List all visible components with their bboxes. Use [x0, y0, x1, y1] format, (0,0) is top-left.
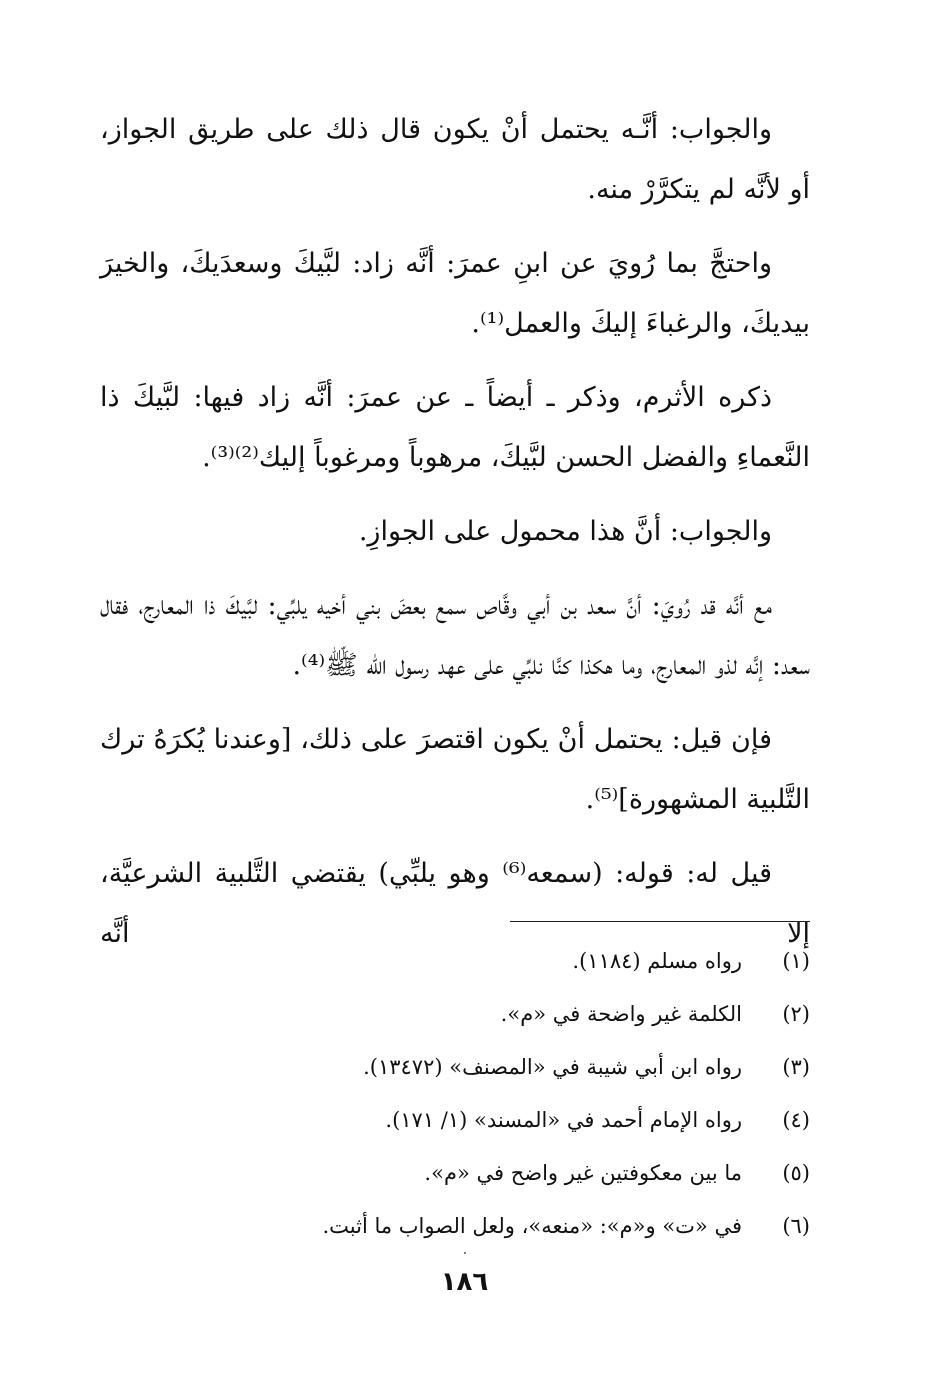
footnote-text: رواه الإمام أحمد في «المسند» (١/ ١٧١). [385, 1108, 742, 1132]
paragraph-2: واحتجَّ بما رُويَ عن ابنِ عمرَ: أنَّه زاد: لبَّيكَ وسعدَيكَ، والخيرَ بيديكَ، والرغباءَ إليكَ والعمل⁽¹⁾. [100, 248, 810, 339]
footnote-5 [100, 1147, 810, 1200]
footnote-4 [100, 1094, 810, 1147]
footnote-text: رواه مسلم (١١٨٤). [572, 949, 742, 973]
footnote-number: (٦) [782, 1214, 810, 1238]
paragraph-3: ذكره الأثرم، وذكر ـ أيضاً ـ عن عمرَ: أنَّه زاد فيها: لبَّيكَ ذا النَّعماءِ والفضل الحسن لبَّيكَ، مرهوباً ومرغوباً إليك⁽²⁾⁽³⁾. [100, 382, 810, 473]
footnote-6 [100, 1200, 810, 1253]
footnote-text: الكلمة غير واضحة في «م». [500, 1002, 742, 1026]
footnote-number: (٣) [782, 1055, 810, 1079]
footnote-number: (٢) [782, 1002, 810, 1026]
footnote-text: في «ت» و«م»: «منعه»، ولعل الصواب ما أثبت. [322, 1214, 742, 1238]
paragraph-1: والجواب: أنَّـه يحتمل أنْ يكون قال ذلك على طريق الجواز، أو لأنَّه لم يتكرَّرْ منه. [100, 114, 810, 205]
footnote-separator [510, 921, 810, 922]
footnote-text: رواه ابن أبي شيبة في «المصنف» (١٣٤٧٢). [363, 1055, 742, 1079]
footnote-1 [100, 935, 810, 988]
footnote-number: (٥) [782, 1161, 810, 1185]
paragraph-4: والجواب: أنَّ هذا محمول على الجوازِ. [358, 516, 772, 547]
footnotes [100, 935, 810, 1253]
footnote-number: (٤) [782, 1108, 810, 1132]
paragraph-6: فإن قيل: يحتمل أنْ يكون اقتصرَ على ذلك، [وعندنا يُكرَهُ ترك التَّلبية المشهورة]⁽⁵⁾. [100, 724, 810, 815]
scan-speck [464, 1252, 466, 1254]
paragraph-7: قيل له: قوله: (سمعه⁽⁶⁾ وهو يلبِّي) يقتضي التَّلبية الشرعيَّة، إلا أنَّه [100, 858, 810, 949]
footnote-number: (١) [782, 949, 810, 973]
paragraph-5: مع أنَّه قد رُويَ: أنَّ سعد بن أبي وقَّاص سمع بعضَ بني أخيه يلبِّي: لبَّيكَ ذا المعارج، فقال سعد: إنَّه لذو المعارج، وما هكذا كنَّا نلبِّي على عهد رسول الله ﷺ⁽⁴⁾. [100, 590, 810, 681]
footnote-3 [100, 1041, 810, 1094]
main-text [100, 100, 810, 978]
footnote-text: ما بين معكوفتين غير واضح في «م». [424, 1161, 742, 1185]
page-number: ١٨٦ [440, 1267, 489, 1297]
footnote-2 [100, 988, 810, 1041]
